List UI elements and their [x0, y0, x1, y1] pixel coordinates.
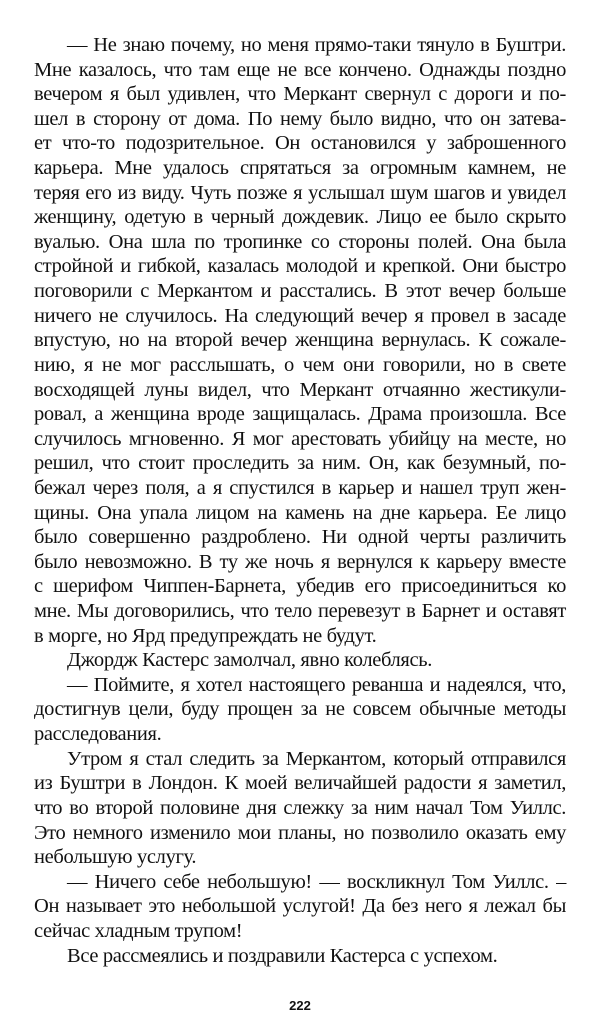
text-line: в морге, но Ярд предупреждать не будут.: [34, 624, 377, 647]
text-line: бежал через поля, а я спустился в карьер и нашел труп жен-: [34, 476, 566, 499]
text-line: было невозможно. В ту же ночь я вернулся к карьеру вместе: [34, 550, 566, 573]
text-line: было совершенно раздроблено. Ни одной черты различить: [34, 526, 566, 549]
text-line: стройной и гибкой, казалась молодой и крепкой. Они быстро: [34, 255, 566, 278]
text-line: небольшую услугу.: [34, 846, 197, 869]
text-line: мне. Мы договорились, что тело перевезут в Барнет и оставят: [34, 600, 566, 623]
text-line: Все рассмеялись и поздравили Кастерса с успехом.: [67, 944, 498, 967]
text-line: Утром я стал следить за Меркантом, который отправился: [67, 747, 566, 770]
text-line: расследования.: [34, 723, 162, 746]
text-line: — Поймите, я хотел настоящего реванша и надеялся, что,: [67, 673, 566, 696]
text-line: вуалью. Она шла по тропинке со стороны полей. Она была: [34, 230, 566, 253]
text-line: что во второй половине дня слежку за ним начал Том Уиллс.: [34, 796, 566, 819]
text-line: решил, что стоит проследить за ним. Он, как безумный, по-: [34, 452, 566, 475]
text-line: впустую, но на второй вечер женщина вернулась. К сожале-: [34, 329, 566, 352]
text-line: Мне казалось, что там еще не все кончено. Однажды поздно: [34, 58, 566, 81]
text-line: достигнув цели, буду прощен за не совсем обычные методы: [34, 698, 566, 721]
text-line: из Буштри в Лондон. К моей величайшей радости я заметил,: [34, 772, 566, 795]
text-line: ничего не случилось. На следующий вечер я провел в засаде: [34, 304, 566, 327]
text-line: женщину, одетую в черный дождевик. Лицо ее было скрыто: [34, 206, 566, 229]
text-line: щины. Она упала лицом на камень на дне карьера. Ее лицо: [34, 501, 566, 524]
text-line: Он называет это небольшой услугой! Да без него я лежал бы: [34, 895, 566, 918]
text-line: вечером я был удивлен, что Меркант свернул с дороги и по-: [34, 83, 566, 106]
text-line: с шерифом Чиппен-Барнета, убедив его присоединиться ко: [34, 575, 566, 598]
text-line: теряя его из виду. Чуть позже я услышал шум шагов и увидел: [34, 181, 566, 204]
text-line: — Ничего себе небольшую! — воскликнул Том Уиллс. –: [67, 870, 566, 893]
text-line: ет что-то подозрительное. Он остановился у заброшенного: [34, 132, 566, 155]
text-line: — Не знаю почему, но меня прямо-таки тянуло в Буштри.: [67, 34, 566, 56]
page-body: [34, 33, 566, 968]
page-number: 222: [289, 998, 311, 1013]
text-line: поговорили с Меркантом и расстались. В этот вечер больше: [34, 280, 566, 303]
text-line: шел в сторону от дома. По нему было видно, что он затева-: [34, 107, 566, 130]
text-line: восходящей луны видел, что Меркант отчаянно жестикули-: [34, 378, 566, 401]
text-line: сейчас хладным трупом!: [34, 919, 243, 942]
text-line: нию, я не мог расслышать, о чем они говорили, но в свете: [34, 353, 566, 376]
text-line: ровал, а женщина вроде защищалась. Драма произошла. Все: [34, 403, 566, 426]
text-line: Это немного изменило мои планы, но позволило оказать ему: [34, 821, 566, 844]
text-line: случилось мгновенно. Я мог арестовать убийцу на месте, но: [34, 427, 566, 450]
text-line: Джордж Кастерс замолчал, явно колеблясь.: [67, 649, 433, 672]
text-line: карьера. Мне удалось спрятаться за огромным камнем, не: [34, 157, 566, 180]
